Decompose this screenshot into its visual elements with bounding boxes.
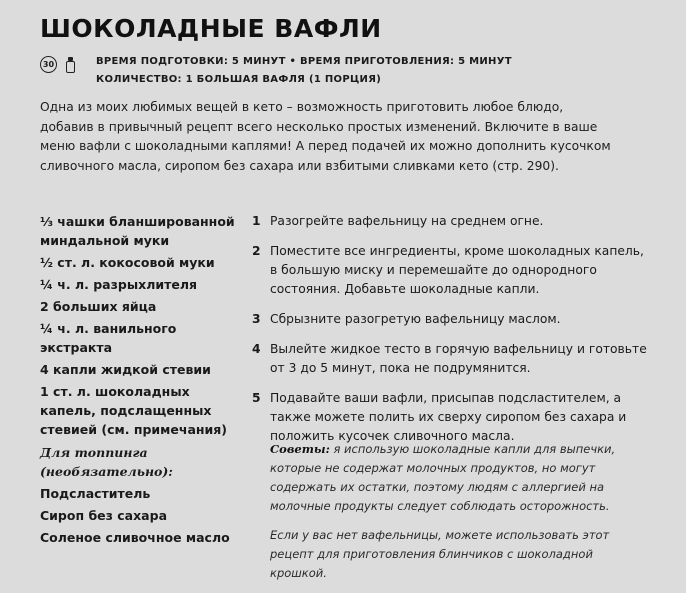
yield: КОЛИЧЕСТВО: 1 БОЛЬШАЯ ВАФЛЯ (1 ПОРЦИЯ) <box>96 74 382 85</box>
step-text: Разогрейте вафельницу на среднем огне. <box>270 214 544 228</box>
meta-icons <box>40 56 75 73</box>
jar-icon <box>66 57 75 73</box>
ingredient-item: ⅓ чашки бланшированной миндальной муки <box>40 214 235 248</box>
tips-label: Советы: <box>270 442 330 456</box>
topping-item: Подсластитель <box>40 486 151 501</box>
tips-block <box>270 440 650 593</box>
step-text: Вылейте жидкое тесто в горячую вафельницу и готовьте от 3 до 5 минут, пока не подрумянится. <box>270 342 647 375</box>
step-text: Подавайте ваши вафли, присыпав подсластителем, а также можете полить их сверху сиропом без сахара и положить кусочек сливочного масла. <box>270 391 627 443</box>
topping-title: Для топпинга (необязательно): <box>40 445 173 479</box>
topping-item: Сироп без сахара <box>40 508 168 523</box>
step-text: Сбрызните разогретую вафельницу маслом. <box>270 312 561 326</box>
step-item <box>252 212 652 231</box>
steps-list <box>252 212 652 457</box>
step-text: Поместите все ингредиенты, кроме шоколадных капель, в большую миску и перемешайте до однородного состояния. Добавьте шоколадные капли. <box>270 244 644 296</box>
recipe-title: ШОКОЛАДНЫЕ ВАФЛИ <box>40 14 382 43</box>
step-item <box>252 389 652 446</box>
step-number: 1 <box>252 214 261 228</box>
topping-item: Соленое сливочное масло <box>40 530 230 545</box>
timer-icon <box>40 56 57 73</box>
ingredient-item: 4 капли жидкой стевии <box>40 362 211 377</box>
tip-1-text: я использую шоколадные капли для выпечки, которые не содержат молочных продуктов, но могут содержать их остатки, поэтому людям с аллергией на молочные продукты следует соблюдать осторожность. <box>270 442 616 513</box>
step-item <box>252 340 652 378</box>
intro-paragraph: Одна из моих любимых вещей в кето – возможность приготовить любое блюдо, добавив в привычный рецепт всего несколько простых изменений. Включите в ваше меню вафли с шоколадными каплями! А перед подачей их можно дополнить кусочком сливочного масла, сиропом без сахара или взбитыми сливками кето (стр. 290). <box>40 100 611 173</box>
step-number: 3 <box>252 312 261 326</box>
ingredient-item: ¼ ч. л. ванильного экстракта <box>40 321 177 355</box>
tip-2: Если у вас нет вафельницы, можете использовать этот рецепт для приготовления блинчиков с шоколадной крошкой. <box>270 528 610 580</box>
step-item <box>252 310 652 329</box>
step-number: 4 <box>252 342 261 356</box>
ingredient-item: 2 больших яйца <box>40 299 157 314</box>
step-number: 5 <box>252 391 261 405</box>
tip-1 <box>270 440 650 516</box>
ingredient-item: 1 ст. л. шоколадных капель, подслащенных стевией (см. примечания) <box>40 384 228 437</box>
ingredients-list <box>40 212 240 550</box>
ingredient-item: ½ ст. л. кокосовой муки <box>40 255 215 270</box>
ingredient-item: ¼ ч. л. разрыхлителя <box>40 277 198 292</box>
step-item <box>252 242 652 299</box>
timer-value: 30 <box>42 60 55 69</box>
step-number: 2 <box>252 244 261 258</box>
prep-cook-times: ВРЕМЯ ПОДГОТОВКИ: 5 МИНУТ • ВРЕМЯ ПРИГОТОВЛЕНИЯ: 5 МИНУТ <box>96 56 512 67</box>
